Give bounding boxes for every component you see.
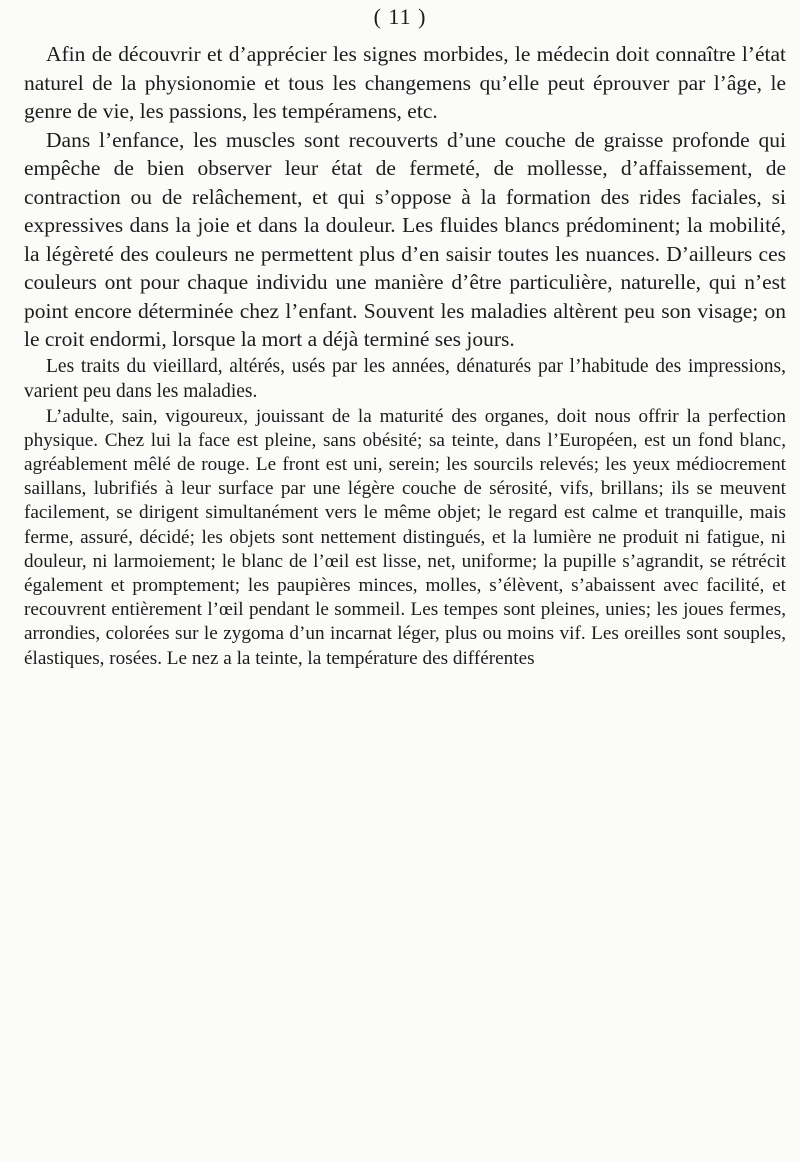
paragraph-vieillard: Les traits du vieillard, altérés, usés par les années, dénaturés par l’habitude des impressions, varient peu dans les maladies. [24, 355, 786, 402]
paragraph-adulte: L’adulte, sain, vigoureux, jouissant de la maturité des organes, doit nous offrir la perfection physique. Chez lui la face est pleine, sans obésité; sa teinte, dans l’Européen, est un fond blanc, agréablement mêlé de rouge. Le front est uni, serein; les sourcils relevés; les yeux médiocrement saillans, lubrifiés à leur surface par une légère couche de sérosité, vifs, brillans; ils se meuvent facilement, se dirigent simultanément vers le même objet; le regard est calme et tranquille, mais ferme, assuré, décidé; les objets sont nettement distingués, et la lumière ne produit ni fatigue, ni douleur, ni larmoiement; le blanc de l’œil est lisse, net, uniforme; la pupille s’agrandit, se rétrécit également et promptement; les paupières minces, molles, s’élèvent, s’abaissent avec facilité, et recouvrent entièrement l’œil pendant le sommeil. Les tempes sont pleines, unies; les joues fermes, arrondies, colorées sur le zygoma d’un incarnat léger, plus ou moins vif. Les oreilles sont souples, élastiques, rosées. Le nez a la teinte, la température des différentes [24, 405, 786, 669]
paragraph-enfance: Dans l’enfance, les muscles sont recouverts d’une couche de graisse profonde qui empêche de bien observer leur état de fermeté, de mollesse, d’affaissement, de contraction ou de relâchement, et qui s’oppose à la formation des rides faciales, si expressives dans la joie et dans la douleur. Les fluides blancs prédominent; la mobilité, la légèreté des couleurs ne permettent plus d’en saisir toutes les nuances. D’ailleurs ces couleurs ont pour chaque individu une manière d’être particulière, naturelle, qui n’est point encore déterminée chez l’enfant. Souvent les maladies altèrent peu son visage; on le croit endormi, lorsque la mort a déjà terminé ses jours. [24, 127, 786, 351]
body-text [24, 40, 786, 671]
page-number: ( 11 ) [373, 4, 427, 29]
paragraph-signes-morbides: Afin de découvrir et d’apprécier les signes morbides, le médecin doit connaître l’état naturel de la physionomie et tous les changemens qu’elle peut éprouver par l’âge, le genre de vie, les passions, les tempéramens, etc. [24, 42, 786, 123]
